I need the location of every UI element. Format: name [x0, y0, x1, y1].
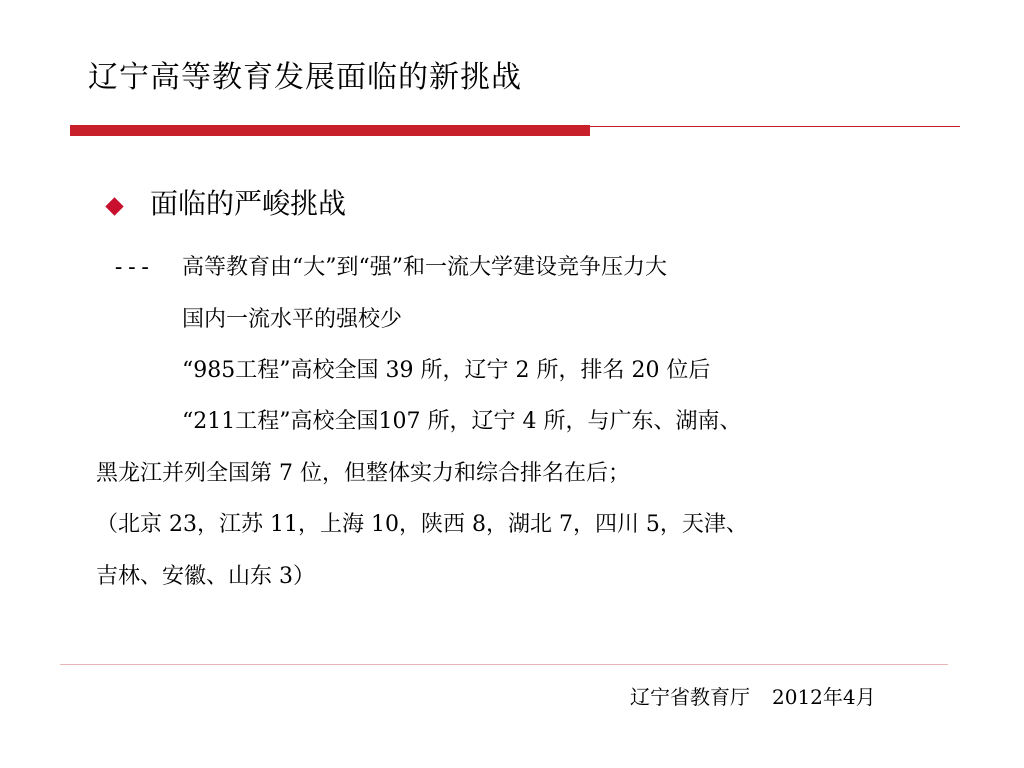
body-line-1: 高等教育由“大”到“强”和一流大学建设竞争压力大	[182, 255, 667, 280]
body-line-4: “211工程”高校全国107 所，辽宁 4 所，与广东、湖南、	[182, 409, 742, 434]
body-line-5: 黑龙江并列全国第 7 位，但整体实力和综合排名在后；	[96, 461, 630, 486]
slide-title: 辽宁高等教育发展面临的新挑战	[88, 60, 522, 95]
dash-marker: ---	[112, 255, 152, 280]
footer-date: 2012年4月	[772, 685, 876, 709]
diamond-bullet-icon	[105, 197, 123, 215]
body-line-3: “985工程”高校全国 39 所，辽宁 2 所，排名 20 位后	[182, 358, 711, 383]
footer-org: 辽宁省教育厅	[630, 685, 750, 709]
title-underline-thick	[70, 125, 590, 136]
body-line-7: 吉林、安徽、山东 3）	[96, 564, 315, 589]
footer-divider	[60, 664, 948, 665]
body-line-2: 国内一流水平的强校少	[182, 307, 403, 332]
section-heading: 面临的严峻挑战	[150, 187, 347, 220]
body-line-6: （北京 23，江苏 11，上海 10，陕西 8，湖北 7，四川 5，天津、	[96, 512, 748, 537]
footer	[630, 682, 876, 712]
